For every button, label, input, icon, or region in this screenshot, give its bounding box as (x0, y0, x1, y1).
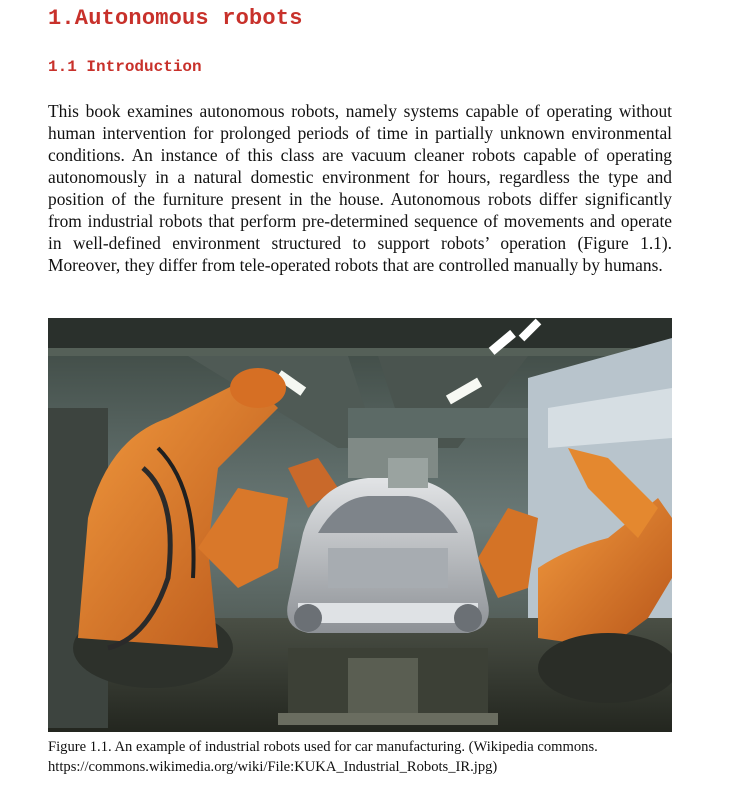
figure-caption (48, 737, 678, 777)
figure-industrial-robots (48, 318, 672, 732)
chapter-title: 1.Autonomous robots (48, 6, 303, 31)
caption-line-2: https://commons.wikimedia.org/wiki/File:KUKA_Industrial_Robots_IR.jpg) (48, 759, 498, 775)
section-title: 1.1 Introduction (48, 58, 202, 76)
intro-paragraph: This book examines autonomous robots, namely systems capable of operating without human intervention for prolonged periods of time in partially unknown environmental conditions. An instance of this class are vacuum cleaner robots capable of operating autonomously in a natural domestic environment for hours, regardless the type and position of the furniture present in the house. Autonomous robots differ significantly from industrial robots that perform pre-determined sequence of movements and operate in well-defined environment structured to support robots’ operation (Figure 1.1). Moreover, they differ from tele-operated robots that are controlled manually by humans. (48, 101, 672, 275)
caption-line-1: Figure 1.1. An example of industrial robots used for car manufacturing. (Wikipedia commons. (48, 739, 598, 755)
industrial-robots-photo (48, 318, 672, 732)
